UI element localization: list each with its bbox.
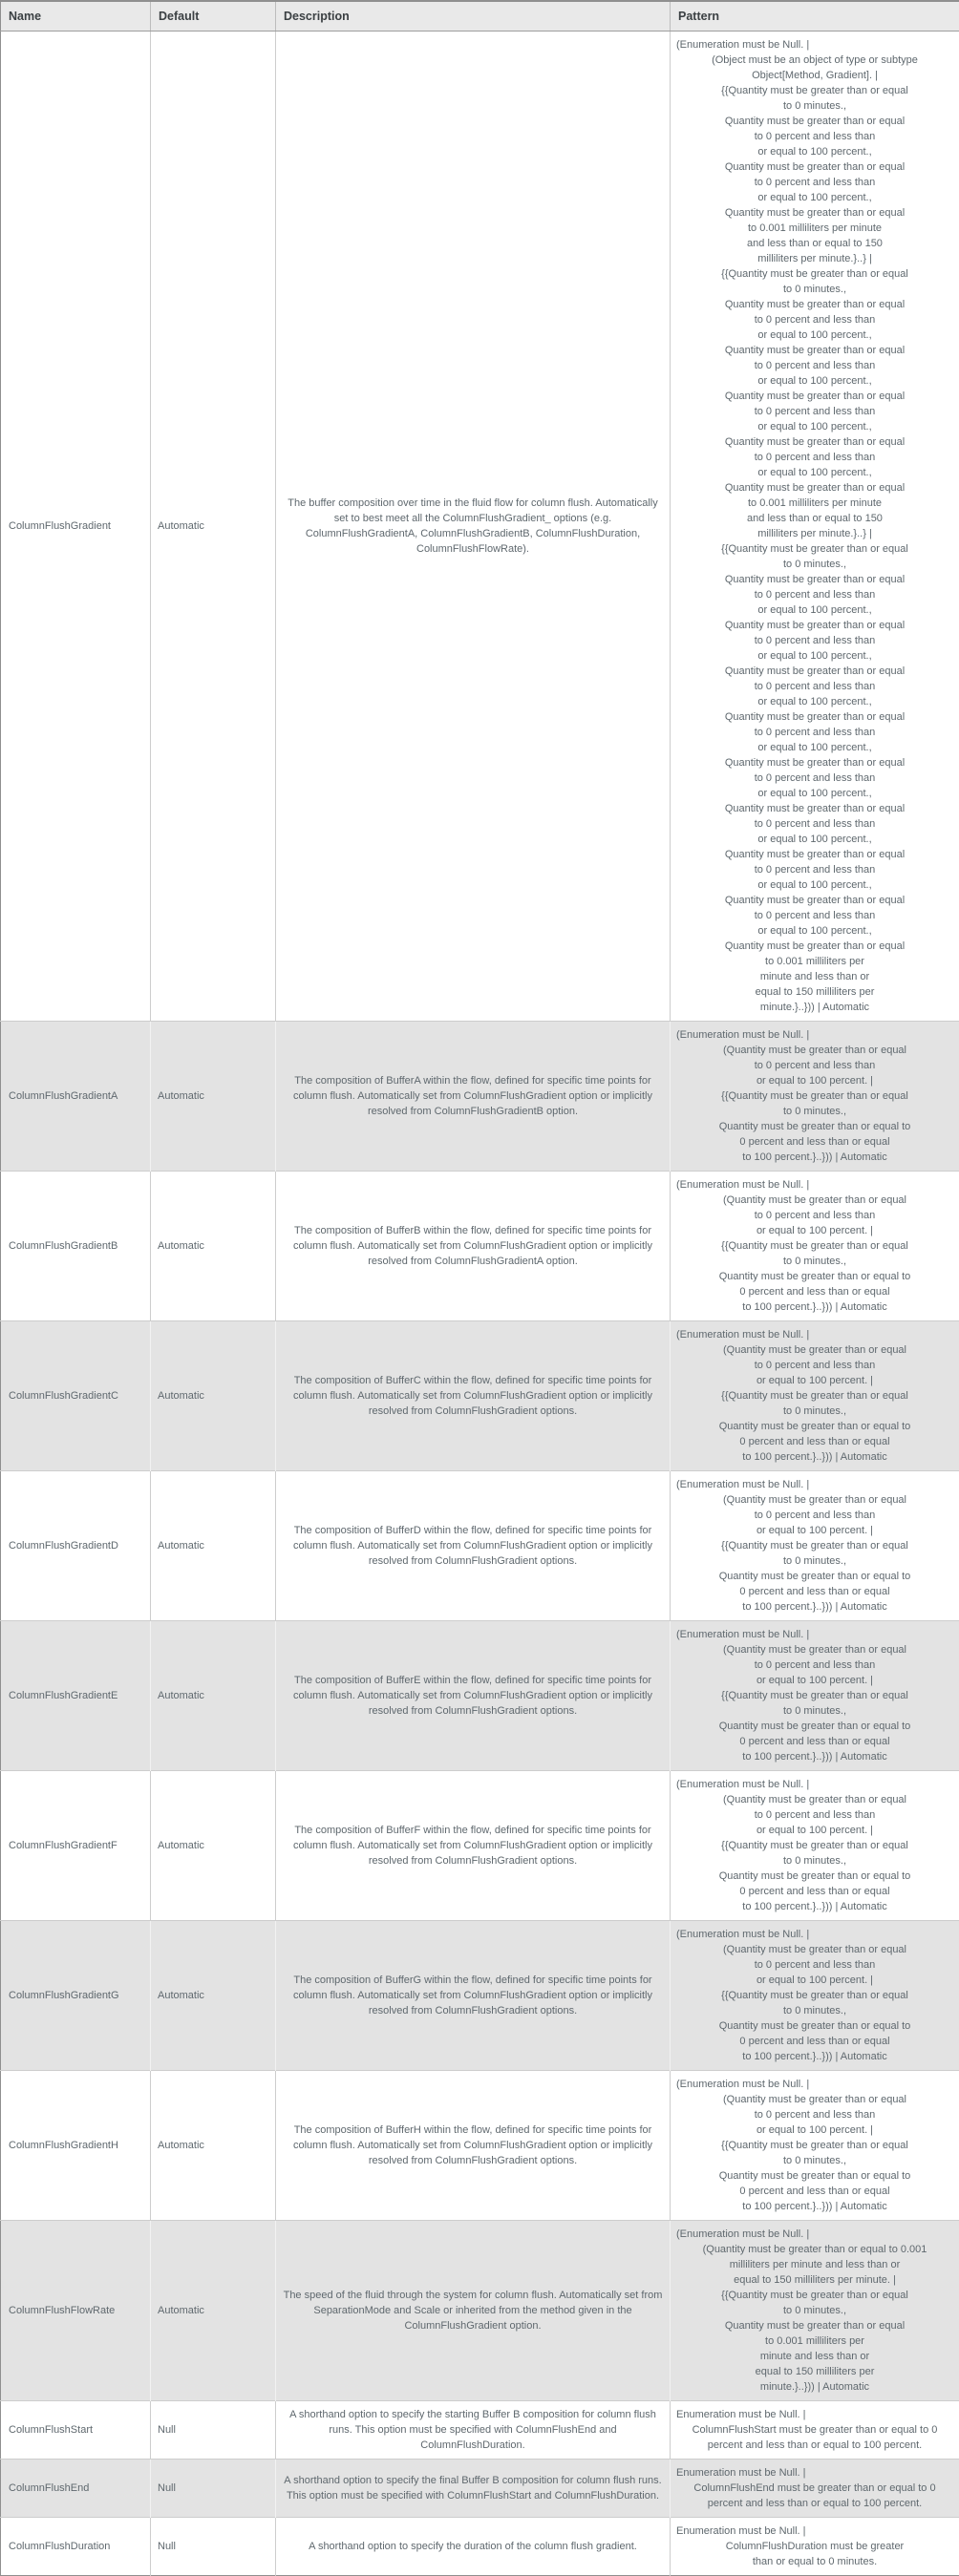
pattern-line: Enumeration must be Null. | (676, 2465, 953, 2481)
pattern-line: or equal to 100 percent., (676, 648, 953, 664)
pattern-line: or equal to 100 percent., (676, 602, 953, 618)
pattern-line: (Quantity must be greater than or equal (676, 1942, 953, 1957)
option-name-cell: ColumnFlushGradientF (1, 1771, 151, 1921)
table-header (1, 1, 959, 32)
option-default-cell: Automatic (151, 1022, 276, 1172)
option-name-cell: ColumnFlushGradientE (1, 1621, 151, 1771)
pattern-line: to 0 minutes., (676, 282, 953, 297)
pattern-line: to 0 percent and less than (676, 1208, 953, 1223)
option-description-cell: The composition of BufferA within the flow, defined for specific time points for column flush. Automatically set from ColumnFlushGradient option or implicitly resolved from ColumnFlushGradientB option. (276, 1022, 671, 1172)
option-default-cell: Automatic (151, 1771, 276, 1921)
pattern-line: ColumnFlushDuration must be greater (676, 2539, 953, 2554)
pattern-line: 0 percent and less than or equal (676, 1734, 953, 1749)
header-description: Description (276, 1, 671, 32)
pattern-line: or equal to 100 percent., (676, 190, 953, 205)
pattern-line: to 0.001 milliliters per (676, 954, 953, 969)
table-row (1, 1921, 959, 2071)
pattern-line: Quantity must be greater than or equal to (676, 2168, 953, 2184)
pattern-line: or equal to 100 percent., (676, 144, 953, 159)
pattern-line: to 0 percent and less than (676, 908, 953, 923)
option-name-cell: ColumnFlushGradientB (1, 1172, 151, 1321)
pattern-line: to 0 percent and less than (676, 1358, 953, 1373)
pattern-line: or equal to 100 percent., (676, 923, 953, 939)
pattern-line: Quantity must be greater than or equal (676, 755, 953, 771)
option-description-cell: The buffer composition over time in the fluid flow for column flush. Automatically set to best meet all the ColumnFlushGradient_ options (e.g. ColumnFlushGradientA, ColumnFlushGradientB, ColumnFlushDuration, ColumnFlushFlowRate). (276, 32, 671, 1022)
pattern-line: to 0 minutes., (676, 1553, 953, 1569)
option-pattern-cell (671, 32, 959, 1022)
option-description-cell: A shorthand option to specify the starting Buffer B composition for column flush runs. This option must be specified with ColumnFlushEnd and ColumnFlushDuration. (276, 2401, 671, 2460)
pattern-line: ColumnFlushEnd must be greater than or equal to 0 (676, 2481, 953, 2496)
pattern-line: milliliters per minute and less than or (676, 2257, 953, 2272)
pattern-line: 0 percent and less than or equal (676, 1884, 953, 1899)
pattern-line: to 0 percent and less than (676, 1957, 953, 1973)
pattern-line: and less than or equal to 150 (676, 511, 953, 526)
pattern-line: to 100 percent.}..})) | Automatic (676, 1749, 953, 1764)
pattern-line: (Enumeration must be Null. | (676, 1177, 953, 1193)
table-row (1, 1022, 959, 1172)
option-name-cell: ColumnFlushEnd (1, 2460, 151, 2518)
pattern-line: {{Quantity must be greater than or equal (676, 2138, 953, 2153)
pattern-line: to 0 minutes., (676, 1104, 953, 1119)
pattern-line: to 0 percent and less than (676, 1658, 953, 1673)
pattern-line: to 0 percent and less than (676, 1058, 953, 1073)
table-row (1, 2071, 959, 2221)
table-row (1, 1471, 959, 1621)
option-pattern-cell (671, 1921, 959, 2071)
option-default-cell: Automatic (151, 2071, 276, 2221)
pattern-line: to 0 minutes., (676, 98, 953, 114)
pattern-line: or equal to 100 percent. | (676, 1373, 953, 1388)
pattern-line: Quantity must be greater than or equal (676, 893, 953, 908)
pattern-line: {{Quantity must be greater than or equal (676, 1538, 953, 1553)
pattern-line: Quantity must be greater than or equal (676, 159, 953, 175)
pattern-line: or equal to 100 percent., (676, 877, 953, 893)
pattern-line: or equal to 100 percent., (676, 327, 953, 343)
pattern-line: to 0 percent and less than (676, 2107, 953, 2122)
header-pattern: Pattern (671, 1, 959, 32)
pattern-line: or equal to 100 percent. | (676, 2122, 953, 2138)
pattern-line: to 0 percent and less than (676, 129, 953, 144)
pattern-line: (Enumeration must be Null. | (676, 1027, 953, 1043)
option-pattern-cell (671, 2071, 959, 2221)
table-row (1, 2401, 959, 2460)
pattern-line: 0 percent and less than or equal (676, 1284, 953, 1299)
pattern-line: to 0 percent and less than (676, 633, 953, 648)
table-row (1, 2518, 959, 2576)
pattern-line: Quantity must be greater than or equal to (676, 1119, 953, 1134)
pattern-line: milliliters per minute.}..} | (676, 526, 953, 541)
pattern-line: to 0 percent and less than (676, 587, 953, 602)
pattern-line: or equal to 100 percent., (676, 419, 953, 434)
pattern-line: (Quantity must be greater than or equal (676, 1342, 953, 1358)
pattern-line: 0 percent and less than or equal (676, 2034, 953, 2049)
pattern-line: 0 percent and less than or equal (676, 1434, 953, 1449)
table-row (1, 1621, 959, 1771)
pattern-line: Quantity must be greater than or equal (676, 847, 953, 862)
pattern-line: minute.}..})) | Automatic (676, 1000, 953, 1015)
option-description-cell: The speed of the fluid through the system for column flush. Automatically set from SeparationMode and Scale or inherited from the method given in the ColumnFlushGradient option. (276, 2221, 671, 2401)
option-pattern-cell (671, 2460, 959, 2518)
pattern-line: to 100 percent.}..})) | Automatic (676, 1299, 953, 1315)
header-default: Default (151, 1, 276, 32)
pattern-line: (Enumeration must be Null. | (676, 1327, 953, 1342)
pattern-line: {{Quantity must be greater than or equal (676, 1238, 953, 1254)
pattern-line: minute.}..})) | Automatic (676, 2379, 953, 2395)
pattern-line: Quantity must be greater than or equal (676, 480, 953, 496)
pattern-line: and less than or equal to 150 (676, 236, 953, 251)
pattern-line: or equal to 100 percent. | (676, 1523, 953, 1538)
pattern-line: 0 percent and less than or equal (676, 1584, 953, 1599)
header-name: Name (1, 1, 151, 32)
pattern-line: Enumeration must be Null. | (676, 2523, 953, 2539)
option-pattern-cell (671, 1771, 959, 1921)
table-row (1, 2460, 959, 2518)
pattern-line: Quantity must be greater than or equal to (676, 2018, 953, 2034)
pattern-line: minute and less than or (676, 2349, 953, 2364)
option-name-cell: ColumnFlushGradientA (1, 1022, 151, 1172)
pattern-line: Quantity must be greater than or equal (676, 664, 953, 679)
pattern-line: {{Quantity must be greater than or equal (676, 266, 953, 282)
table-row (1, 1321, 959, 1471)
option-name-cell: ColumnFlushFlowRate (1, 2221, 151, 2401)
option-description-cell: A shorthand option to specify the final Buffer B composition for column flush runs. This option must be specified with ColumnFlushStart and ColumnFlushDuration. (276, 2460, 671, 2518)
pattern-line: to 0 minutes., (676, 1703, 953, 1719)
pattern-line: (Enumeration must be Null. | (676, 1777, 953, 1792)
pattern-line: (Enumeration must be Null. | (676, 1477, 953, 1492)
option-default-cell: Automatic (151, 1921, 276, 2071)
option-default-cell: Null (151, 2401, 276, 2460)
pattern-line: to 0 percent and less than (676, 771, 953, 786)
pattern-line: to 0 percent and less than (676, 725, 953, 740)
option-default-cell: Automatic (151, 1471, 276, 1621)
option-name-cell: ColumnFlushDuration (1, 2518, 151, 2576)
option-default-cell: Automatic (151, 1621, 276, 1771)
option-pattern-cell (671, 1471, 959, 1621)
pattern-line: to 100 percent.}..})) | Automatic (676, 1449, 953, 1465)
pattern-line: to 0 minutes., (676, 2303, 953, 2318)
option-pattern-cell (671, 1621, 959, 1771)
pattern-line: to 0 minutes., (676, 2003, 953, 2018)
pattern-line: to 0 percent and less than (676, 1508, 953, 1523)
pattern-line: or equal to 100 percent. | (676, 1073, 953, 1088)
pattern-line: to 0.001 milliliters per minute (676, 496, 953, 511)
pattern-line: to 0 percent and less than (676, 450, 953, 465)
pattern-line: Quantity must be greater than or equal to (676, 1569, 953, 1584)
pattern-line: Quantity must be greater than or equal (676, 389, 953, 404)
option-description-cell: A shorthand option to specify the duration of the column flush gradient. (276, 2518, 671, 2576)
table-row (1, 1771, 959, 1921)
table-row (1, 1172, 959, 1321)
pattern-line: Quantity must be greater than or equal (676, 618, 953, 633)
pattern-line: (Quantity must be greater than or equal (676, 2092, 953, 2107)
pattern-line: Quantity must be greater than or equal (676, 343, 953, 358)
option-description-cell: The composition of BufferF within the flow, defined for specific time points for column flush. Automatically set from ColumnFlushGradient option or implicitly resolved from ColumnFlushGradient options. (276, 1771, 671, 1921)
pattern-line: {{Quantity must be greater than or equal (676, 2288, 953, 2303)
option-description-cell: The composition of BufferB within the flow, defined for specific time points for column flush. Automatically set from ColumnFlushGradient option or implicitly resolved from ColumnFlushGradientA option. (276, 1172, 671, 1321)
pattern-line: Enumeration must be Null. | (676, 2407, 953, 2422)
option-name-cell: ColumnFlushGradientD (1, 1471, 151, 1621)
pattern-line: percent and less than or equal to 100 percent. (676, 2496, 953, 2511)
table-row (1, 32, 959, 1022)
pattern-line: to 100 percent.}..})) | Automatic (676, 2049, 953, 2064)
option-default-cell: Automatic (151, 1172, 276, 1321)
pattern-line: to 0 percent and less than (676, 358, 953, 373)
pattern-line: or equal to 100 percent. | (676, 1223, 953, 1238)
pattern-line: (Enumeration must be Null. | (676, 37, 953, 53)
option-name-cell: ColumnFlushGradientG (1, 1921, 151, 2071)
pattern-line: to 0 percent and less than (676, 312, 953, 327)
pattern-line: to 100 percent.}..})) | Automatic (676, 1150, 953, 1165)
pattern-line: to 0 percent and less than (676, 862, 953, 877)
pattern-line: percent and less than or equal to 100 percent. (676, 2438, 953, 2453)
pattern-line: than or equal to 0 minutes. (676, 2554, 953, 2569)
option-description-cell: The composition of BufferC within the flow, defined for specific time points for column flush. Automatically set from ColumnFlushGradient option or implicitly resolved from ColumnFlushGradient options. (276, 1321, 671, 1471)
pattern-line: Quantity must be greater than or equal (676, 801, 953, 816)
table-row (1, 2221, 959, 2401)
pattern-line: {{Quantity must be greater than or equal (676, 1388, 953, 1404)
option-default-cell: Automatic (151, 1321, 276, 1471)
pattern-line: or equal to 100 percent., (676, 740, 953, 755)
pattern-line: or equal to 100 percent., (676, 786, 953, 801)
option-description-cell: The composition of BufferD within the flow, defined for specific time points for column flush. Automatically set from ColumnFlushGradient option or implicitly resolved from ColumnFlushGradient options. (276, 1471, 671, 1621)
pattern-line: equal to 150 milliliters per (676, 984, 953, 1000)
pattern-line: to 100 percent.}..})) | Automatic (676, 1899, 953, 1914)
pattern-line: (Object must be an object of type or subtype (676, 53, 953, 68)
option-pattern-cell (671, 1172, 959, 1321)
pattern-line: to 100 percent.}..})) | Automatic (676, 1599, 953, 1615)
pattern-line: (Enumeration must be Null. | (676, 2077, 953, 2092)
pattern-line: {{Quantity must be greater than or equal (676, 1688, 953, 1703)
option-name-cell: ColumnFlushStart (1, 2401, 151, 2460)
pattern-line: or equal to 100 percent., (676, 694, 953, 709)
pattern-line: to 0 percent and less than (676, 175, 953, 190)
pattern-line: Quantity must be greater than or equal (676, 2318, 953, 2333)
pattern-line: equal to 150 milliliters per minute. | (676, 2272, 953, 2288)
pattern-line: (Quantity must be greater than or equal (676, 1043, 953, 1058)
pattern-line: to 0.001 milliliters per (676, 2333, 953, 2349)
pattern-line: minute and less than or (676, 969, 953, 984)
pattern-line: Quantity must be greater than or equal to (676, 1419, 953, 1434)
pattern-line: 0 percent and less than or equal (676, 1134, 953, 1150)
pattern-line: equal to 150 milliliters per (676, 2364, 953, 2379)
pattern-line: to 100 percent.}..})) | Automatic (676, 2199, 953, 2214)
pattern-line: Quantity must be greater than or equal to (676, 1269, 953, 1284)
pattern-line: ColumnFlushStart must be greater than or equal to 0 (676, 2422, 953, 2438)
pattern-line: {{Quantity must be greater than or equal (676, 1988, 953, 2003)
option-pattern-cell (671, 2518, 959, 2576)
pattern-line: Quantity must be greater than or equal (676, 939, 953, 954)
option-description-cell: The composition of BufferE within the flow, defined for specific time points for column flush. Automatically set from ColumnFlushGradient option or implicitly resolved from ColumnFlushGradient options. (276, 1621, 671, 1771)
pattern-line: to 0 percent and less than (676, 679, 953, 694)
pattern-line: {{Quantity must be greater than or equal (676, 83, 953, 98)
pattern-line: to 0 percent and less than (676, 1807, 953, 1823)
option-default-cell: Null (151, 2518, 276, 2576)
option-pattern-cell (671, 1022, 959, 1172)
option-pattern-cell (671, 2401, 959, 2460)
table-body (1, 32, 959, 2576)
pattern-line: milliliters per minute.}..} | (676, 251, 953, 266)
pattern-line: or equal to 100 percent. | (676, 1823, 953, 1838)
pattern-line: to 0 percent and less than (676, 404, 953, 419)
pattern-line: or equal to 100 percent. | (676, 1673, 953, 1688)
option-description-cell: The composition of BufferG within the flow, defined for specific time points for column flush. Automatically set from ColumnFlushGradient option or implicitly resolved from ColumnFlushGradient options. (276, 1921, 671, 2071)
option-name-cell: ColumnFlushGradientH (1, 2071, 151, 2221)
pattern-line: (Quantity must be greater than or equal to 0.001 (676, 2242, 953, 2257)
pattern-line: {{Quantity must be greater than or equal (676, 541, 953, 557)
option-pattern-cell (671, 1321, 959, 1471)
pattern-line: to 0 percent and less than (676, 816, 953, 832)
pattern-line: to 0.001 milliliters per minute (676, 221, 953, 236)
pattern-line: (Enumeration must be Null. | (676, 2227, 953, 2242)
header-row (1, 1, 959, 32)
pattern-line: to 0 minutes., (676, 1254, 953, 1269)
pattern-line: {{Quantity must be greater than or equal (676, 1838, 953, 1853)
pattern-line: {{Quantity must be greater than or equal (676, 1088, 953, 1104)
option-name-cell: ColumnFlushGradient (1, 32, 151, 1022)
pattern-line: or equal to 100 percent., (676, 832, 953, 847)
pattern-line: (Quantity must be greater than or equal (676, 1492, 953, 1508)
pattern-line: (Enumeration must be Null. | (676, 1927, 953, 1942)
pattern-line: to 0 minutes., (676, 557, 953, 572)
pattern-line: Quantity must be greater than or equal (676, 572, 953, 587)
pattern-line: Quantity must be greater than or equal (676, 205, 953, 221)
option-default-cell: Automatic (151, 32, 276, 1022)
pattern-line: Quantity must be greater than or equal (676, 114, 953, 129)
option-description-cell: The composition of BufferH within the flow, defined for specific time points for column flush. Automatically set from ColumnFlushGradient option or implicitly resolved from ColumnFlushGradient options. (276, 2071, 671, 2221)
pattern-line: Quantity must be greater than or equal (676, 434, 953, 450)
pattern-line: or equal to 100 percent., (676, 465, 953, 480)
pattern-line: 0 percent and less than or equal (676, 2184, 953, 2199)
pattern-line: Quantity must be greater than or equal (676, 709, 953, 725)
pattern-line: to 0 minutes., (676, 2153, 953, 2168)
pattern-line: (Quantity must be greater than or equal (676, 1792, 953, 1807)
pattern-line: Quantity must be greater than or equal to (676, 1719, 953, 1734)
pattern-line: to 0 minutes., (676, 1404, 953, 1419)
pattern-line: or equal to 100 percent. | (676, 1973, 953, 1988)
pattern-line: (Quantity must be greater than or equal (676, 1193, 953, 1208)
pattern-line: (Enumeration must be Null. | (676, 1627, 953, 1642)
option-pattern-cell (671, 2221, 959, 2401)
option-default-cell: Automatic (151, 2221, 276, 2401)
option-default-cell: Null (151, 2460, 276, 2518)
pattern-line: Quantity must be greater than or equal (676, 297, 953, 312)
pattern-line: to 0 minutes., (676, 1853, 953, 1869)
pattern-line: Object[Method, Gradient]. | (676, 68, 953, 83)
pattern-line: or equal to 100 percent., (676, 373, 953, 389)
pattern-line: (Quantity must be greater than or equal (676, 1642, 953, 1658)
option-name-cell: ColumnFlushGradientC (1, 1321, 151, 1471)
pattern-line: Quantity must be greater than or equal to (676, 1869, 953, 1884)
